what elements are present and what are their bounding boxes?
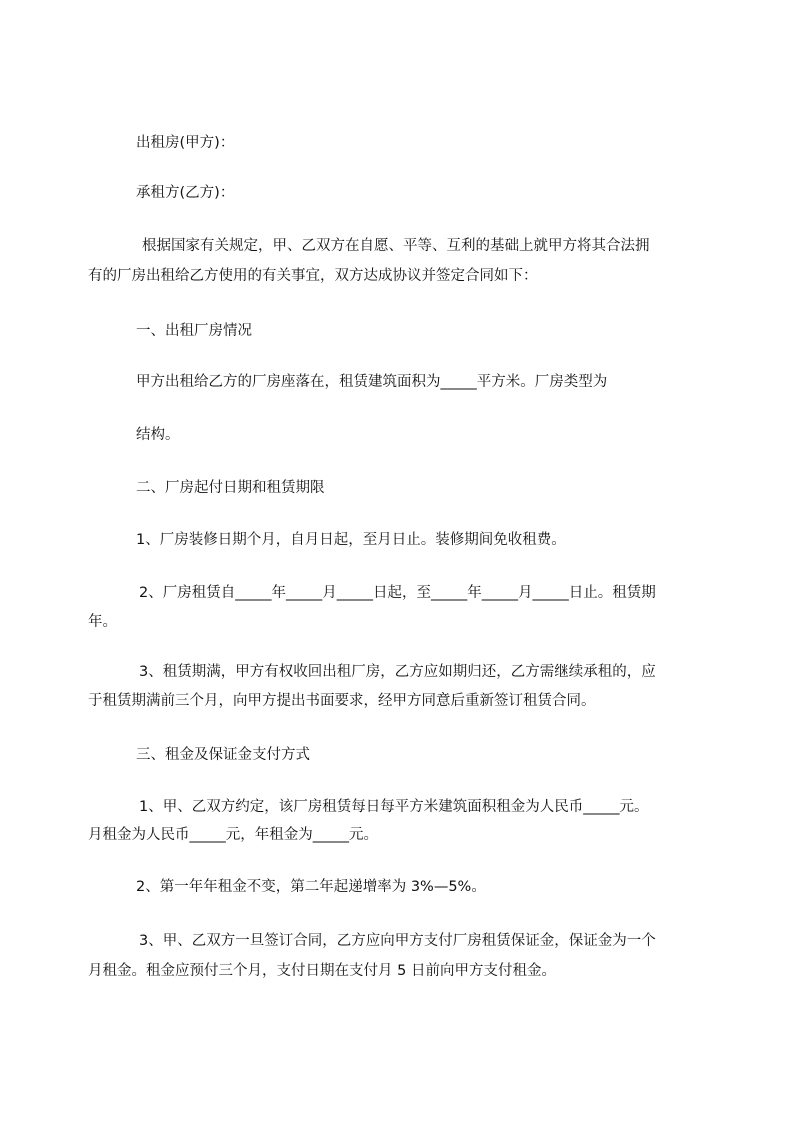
section-2-item-2-line-1: 2、厂房租赁自_____年_____月_____日起，至_____年_____月_____日止。租赁期 (139, 585, 656, 601)
section-3-item-1-line-2: 月租金为人民币_____元，年租金为_____元。 (88, 827, 378, 843)
section-2-item-3-line-1: 3、租赁期满，甲方有权收回出租厂房，乙方应如期归还，乙方需继续承租的，应 (139, 664, 656, 680)
section-2-heading: 二、厂房起付日期和租赁期限 (136, 480, 325, 496)
section-1-paragraph-line-1: 甲方出租给乙方的厂房座落在，租赁建筑面积为_____平方米。厂房类型为 (136, 374, 608, 390)
lessee-label: 承租方(乙方)： (136, 185, 235, 201)
section-2-item-2-line-2: 年。 (88, 614, 117, 630)
section-2-item-1: 1、厂房装修日期个月，自月日起，至月日止。装修期间免收租费。 (136, 532, 566, 548)
section-3-item-3-line-2: 月租金。租金应预付三个月，支付日期在支付月 5 日前向甲方支付租金。 (88, 963, 556, 979)
intro-paragraph-line-2: 有的厂房出租给乙方使用的有关事宜，双方达成协议并签定合同如下： (88, 268, 538, 284)
section-1-paragraph-line-2: 结构。 (136, 427, 180, 443)
section-3-item-3-line-1: 3、甲、乙双方一旦签订合同，乙方应向甲方支付厂房租赁保证金，保证金为一个 (139, 933, 656, 949)
section-3-item-2: 2、第一年年租金不变，第二年起递增率为 3%—5%。 (136, 879, 486, 895)
section-3-heading: 三、租金及保证金支付方式 (136, 747, 310, 763)
section-2-item-3-line-2: 于租赁期满前三个月，向甲方提出书面要求，经甲方同意后重新签订租赁合同。 (88, 693, 596, 709)
section-1-heading: 一、出租厂房情况 (136, 323, 252, 339)
intro-paragraph-line-1: 根据国家有关规定，甲、乙双方在自愿、平等、互利的基础上就甲方将其合法拥 (142, 238, 650, 254)
section-3-item-1-line-1: 1、甲、乙双方约定，该厂房租赁每日每平方米建筑面积租金为人民币_____元。 (139, 799, 649, 815)
lessor-label: 出租房(甲方)： (136, 135, 235, 151)
